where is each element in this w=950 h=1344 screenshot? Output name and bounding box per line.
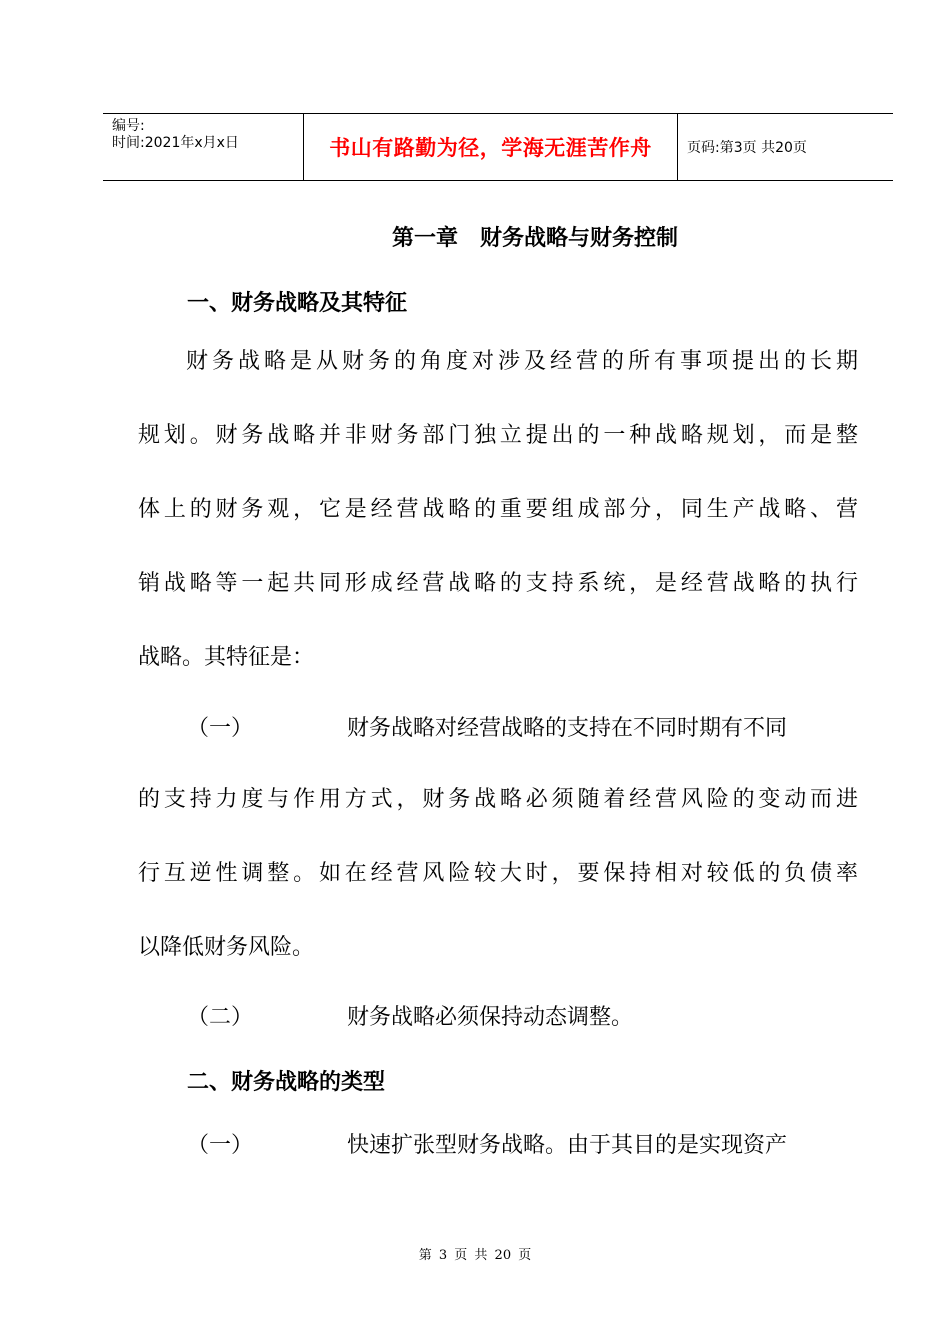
header-meta-cell: [103, 114, 304, 180]
page-footer: 第 3 页 共 20 页: [418, 1248, 532, 1263]
item-label: （一）: [187, 1133, 254, 1158]
section1-item1-first-row: [0, 711, 950, 741]
document-header-table: [103, 113, 893, 181]
paragraph-line: 的支持力度与作用方式，财务战略必须随着经营风险的变动而进: [138, 787, 858, 812]
section-heading-1: 一、财务战略及其特征: [187, 291, 408, 316]
paragraph-line: 行互逆性调整。如在经营风险较大时，要保持相对较低的负债率: [138, 861, 858, 886]
item-label: （二）: [187, 1005, 254, 1030]
item-text: 财务战略必须保持动态调整。: [347, 1005, 634, 1030]
paragraph-line: 以降低财务风险。: [138, 935, 315, 960]
item-text: 快速扩张型财务战略。由于其目的是实现资产: [347, 1133, 788, 1158]
item-label: （一）: [187, 716, 254, 741]
section1-item1-continuation: [138, 763, 858, 985]
document-number-label: 编号:: [112, 118, 145, 134]
paragraph-line: 规划。财务战略并非财务部门独立提出的一种战略规划，而是整: [138, 423, 858, 448]
document-date-label: 时间:2021年x月x日: [112, 135, 239, 151]
section2-item1-row: [0, 1128, 950, 1158]
header-page-cell: [678, 114, 893, 180]
section-heading-2: 二、财务战略的类型: [187, 1070, 386, 1095]
item-text: 财务战略对经营战略的支持在不同时期有不同: [347, 716, 788, 741]
paragraph-line: 战略。其特征是：: [138, 645, 315, 670]
paragraph-line: 销战略等一起共同形成经营战略的支持系统，是经营战略的执行: [138, 571, 858, 596]
paragraph-line: 财务战略是从财务的角度对涉及经营的所有事项提出的长期: [186, 349, 858, 374]
header-motto: 书山有路勤为径，学海无涯苦作舟: [329, 135, 652, 160]
section1-paragraph: [138, 325, 858, 695]
header-motto-cell: [304, 114, 678, 180]
header-page-info: 页码:第3页 共20页: [687, 140, 807, 156]
chapter-title: 第一章 财务战略与财务控制: [391, 226, 678, 251]
section1-item2-row: [0, 1000, 950, 1030]
paragraph-line: 体上的财务观，它是经营战略的重要组成部分，同生产战略、营: [138, 497, 858, 522]
